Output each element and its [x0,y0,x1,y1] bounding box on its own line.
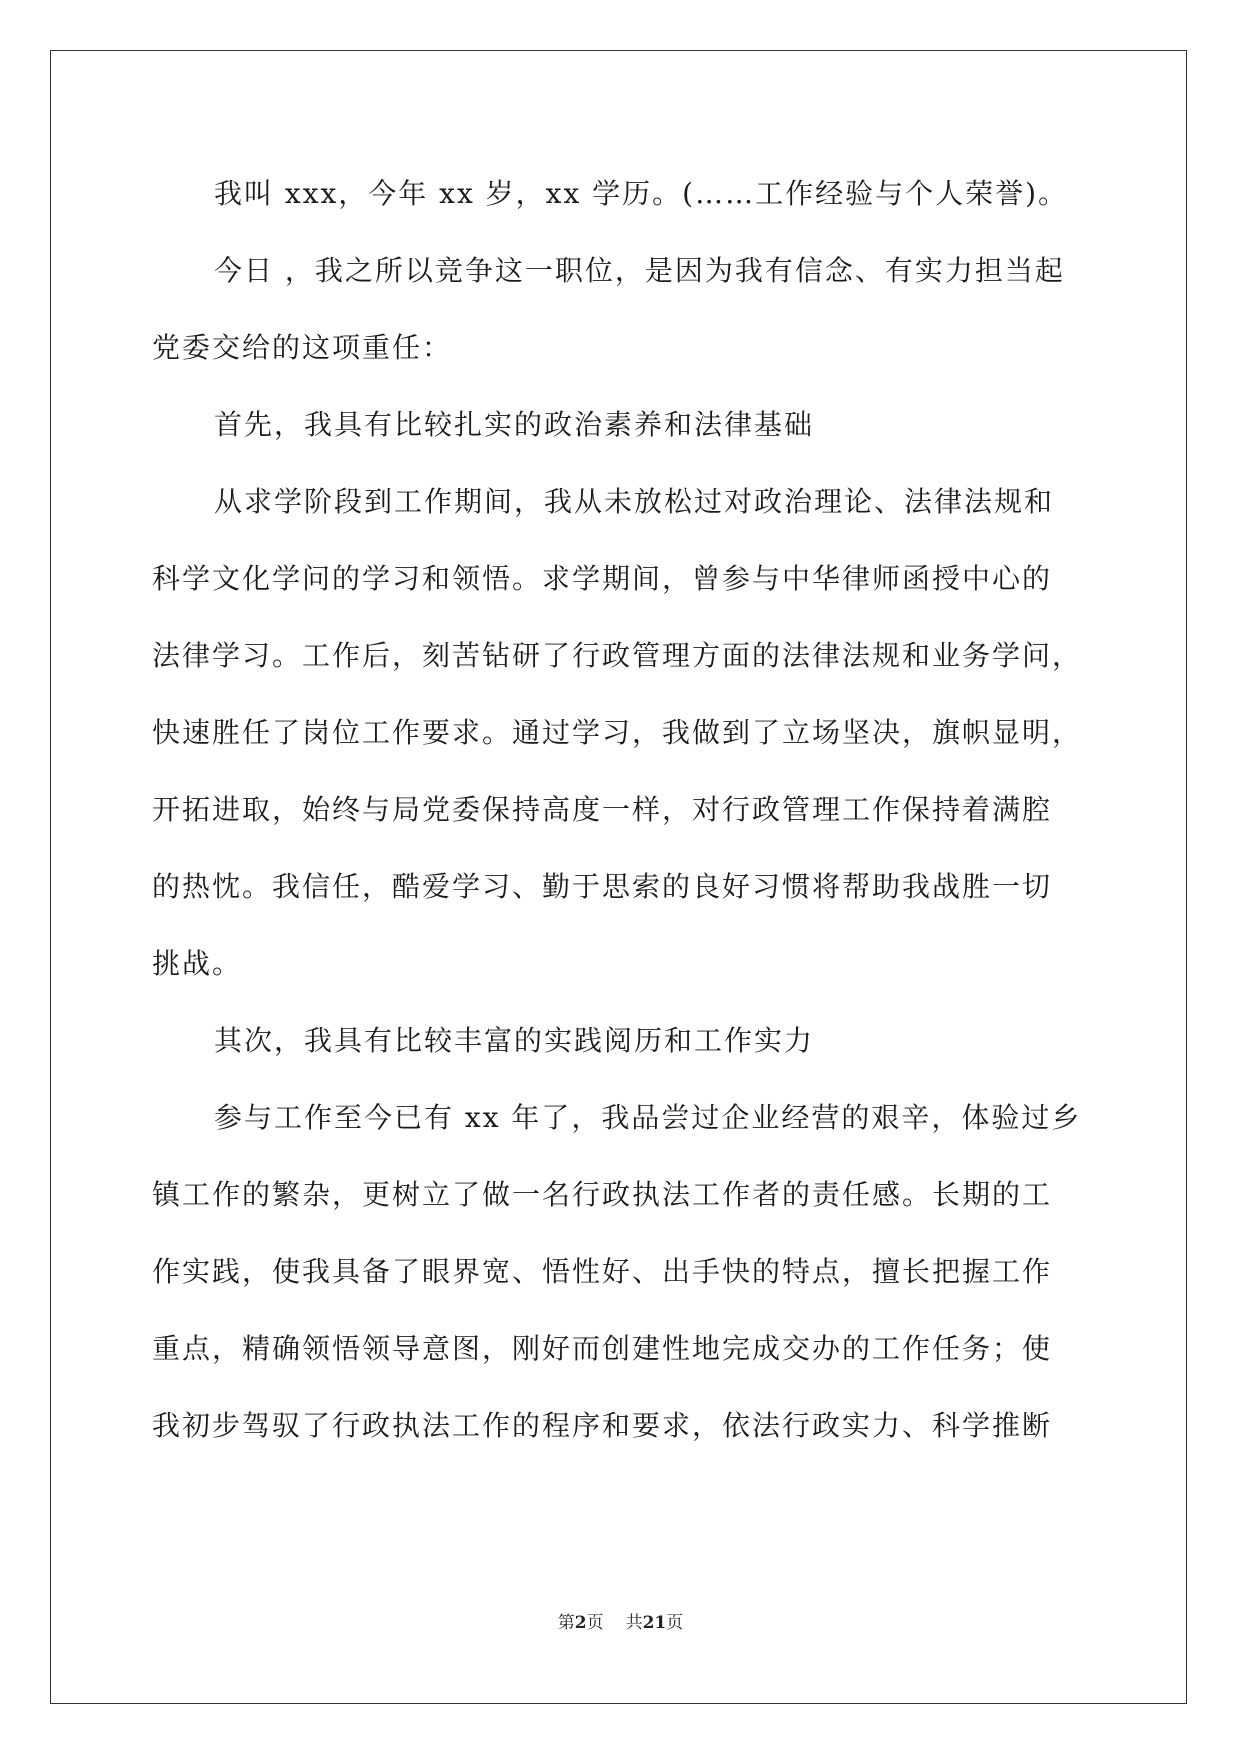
section-heading: 首先，我具有比较扎实的政治素养和法律基础 [214,408,815,441]
paragraph-line: 法律学习。工作后，刻苦钻研了行政管理方面的法律法规和业务学问， [152,639,1083,672]
paragraph-line: 科学文化学问的学习和领悟。求学期间，曾参与中华律师函授中心的 [152,562,1053,595]
page-suffix: 页 [586,1613,604,1633]
page-footer [0,1608,1241,1633]
page-prefix: 第 [557,1613,575,1633]
section-heading: 其次，我具有比较丰富的实践阅历和工作实力 [214,1024,815,1057]
document-body [152,155,1092,1464]
page-number: 2 [574,1613,587,1633]
paragraph-line: 快速胜任了岗位工作要求。通过学习，我做到了立场坚决，旗帜显明， [152,716,1083,749]
paragraph-line: 党委交给的这项重任： [152,331,453,364]
paragraph-line: 今日 ，我之所以竞争这一职位，是因为我有信念、有实力担当起 [214,254,1065,287]
paragraph-line: 从求学阶段到工作期间，我从未放松过对政治理论、法律法规和 [214,485,1055,518]
total-pages: 21 [642,1613,667,1633]
paragraph-line: 我叫 xxx，今年 xx 岁，xx 学历。(……工作经验与个人荣誉)。 [214,177,1068,210]
paragraph-line: 开拓进取，始终与局党委保持高度一样，对行政管理工作保持着满腔 [152,793,1053,826]
paragraph-line: 挑战。 [152,947,243,980]
paragraph-line: 参与工作至今已有 xx 年了，我品尝过企业经营的艰辛，体验过乡 [214,1101,1082,1134]
paragraph-line: 我初步驾驭了行政执法工作的程序和要求，依法行政实力、科学推断 [152,1409,1053,1442]
paragraph-line: 的热忱。我信任，酷爱学习、勤于思索的良好习惯将帮助我战胜一切 [152,870,1053,903]
paragraph-line: 镇工作的繁杂，更树立了做一名行政执法工作者的责任感。长期的工 [152,1178,1053,1211]
paragraph-line: 作实践，使我具备了眼界宽、悟性好、出手快的特点，擅长把握工作 [152,1255,1053,1288]
total-suffix: 页 [666,1613,684,1633]
total-prefix: 共 [625,1613,643,1633]
paragraph-line: 重点，精确领悟领导意图，刚好而创建性地完成交办的工作任务；使 [152,1332,1053,1365]
